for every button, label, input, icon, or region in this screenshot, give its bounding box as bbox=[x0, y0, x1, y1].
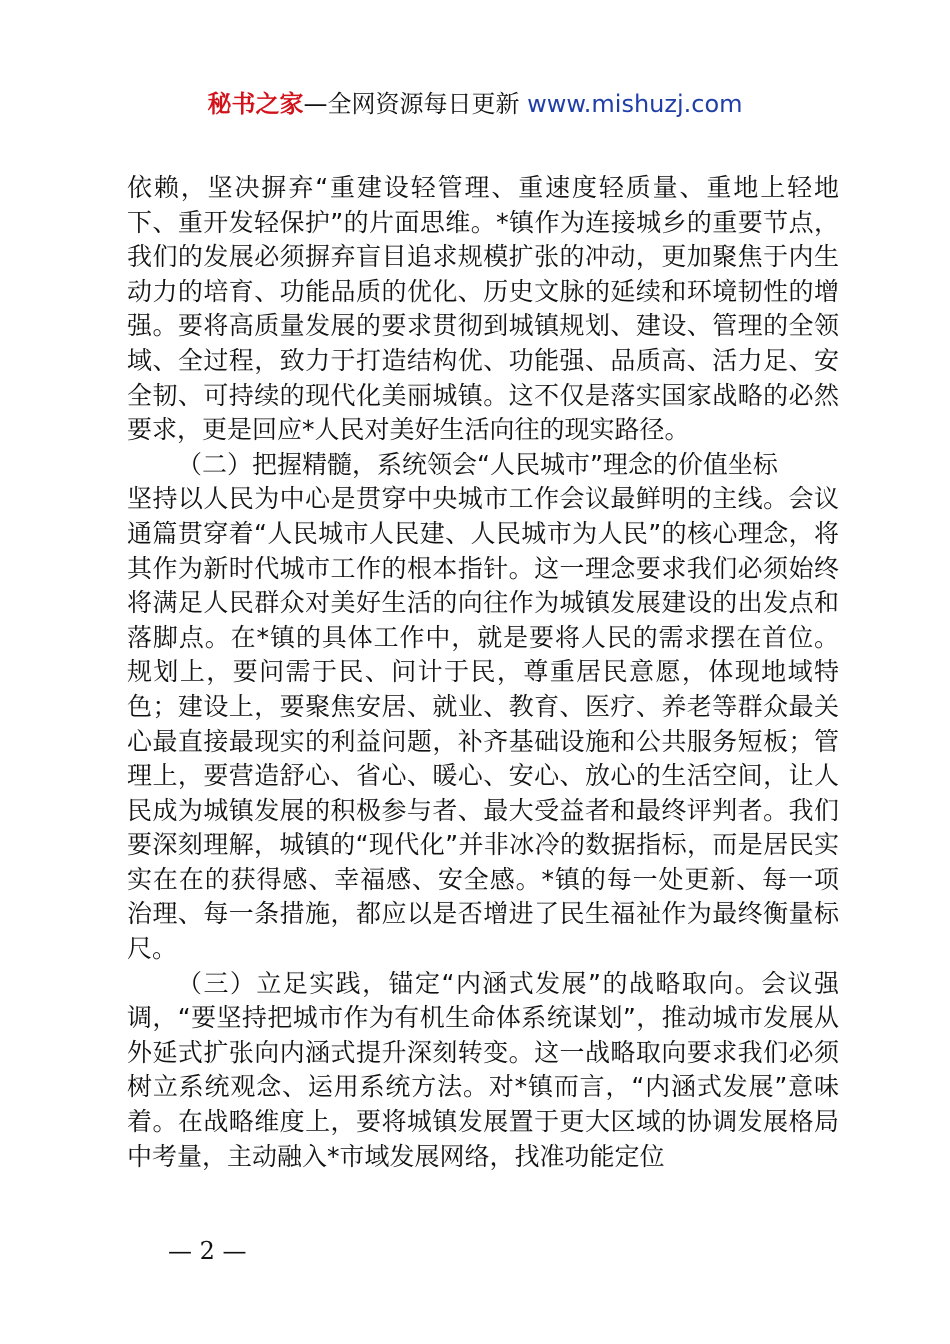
document-body bbox=[127, 171, 839, 1174]
body-paragraph: 坚持以人民为中心是贯穿中央城市工作会议最鲜明的主线。会议通篇贯穿着“人民城市人民建、人民城市为人民”的核心理念，将其作为新时代城市工作的根本指针。这一理念要求我们必须始终将满足人民群众对美好生活的向往作为城镇发展建设的出发点和落脚点。在*镇的具体工作中，就是要将人民的需求摆在首位。规划上，要问需于民、问计于民，尊重居民意愿，体现地域特色；建设上，要聚焦安居、就业、教育、医疗、养老等群众最关心最直接最现实的利益问题，补齐基础设施和公共服务短板；管理上，要营造舒心、省心、暖心、安心、放心的生活空间，让人民成为城镇发展的积极参与者、最大受益者和最终评判者。我们要深刻理解，城镇的“现代化”并非冰冷的数据指标，而是居民实实在在的获得感、幸福感、安全感。*镇的每一处更新、每一项治理、每一条措施，都应以是否增进了民生福祉作为最终衡量标尺。 bbox=[127, 484, 839, 964]
body-paragraph: 依赖，坚决摒弃“重建设轻管理、重速度轻质量、重地上轻地下、重开发轻保护”的片面思维。*镇作为连接城乡的重要节点，我们的发展必须摒弃盲目追求规模扩张的冲动，更加聚焦于内生动力的培育、功能品质的优化、历史文脉的延续和环境韧性的增强。要将高质量发展的要求贯彻到城镇规划、建设、管理的全领域、全过程，致力于打造结构优、功能强、品质高、活力足、安全韧、可持续的现代化美丽城镇。这不仅是落实国家战略的必然要求，更是回应*人民对美好生活向往的现实路径。 bbox=[127, 173, 839, 445]
site-header bbox=[0, 88, 950, 120]
page-number: — 2 — bbox=[168, 1237, 247, 1265]
body-paragraph: （三）立足实践，锚定“内涵式发展”的战略取向。会议强调，“要坚持把城市作为有机生命体系统谋划”，推动城市发展从外延式扩张向内涵式提升深刻转变。这一战略取向要求我们必须树立系统观念、运用系统方法。对*镇而言，“内涵式发展”意味着。在战略维度上，要将城镇发展置于更大区域的协调发展格局中考量，主动融入*市域发展网络，找准功能定位 bbox=[127, 968, 839, 1171]
site-url-link[interactable]: www.mishuzj.com bbox=[527, 90, 743, 118]
section-heading: （二）把握精髓，系统领会“人民城市”理念的价值坐标 bbox=[177, 449, 778, 479]
site-tagline: —全网资源每日更新 bbox=[303, 90, 528, 118]
site-brand: 秘书之家 bbox=[207, 90, 304, 118]
